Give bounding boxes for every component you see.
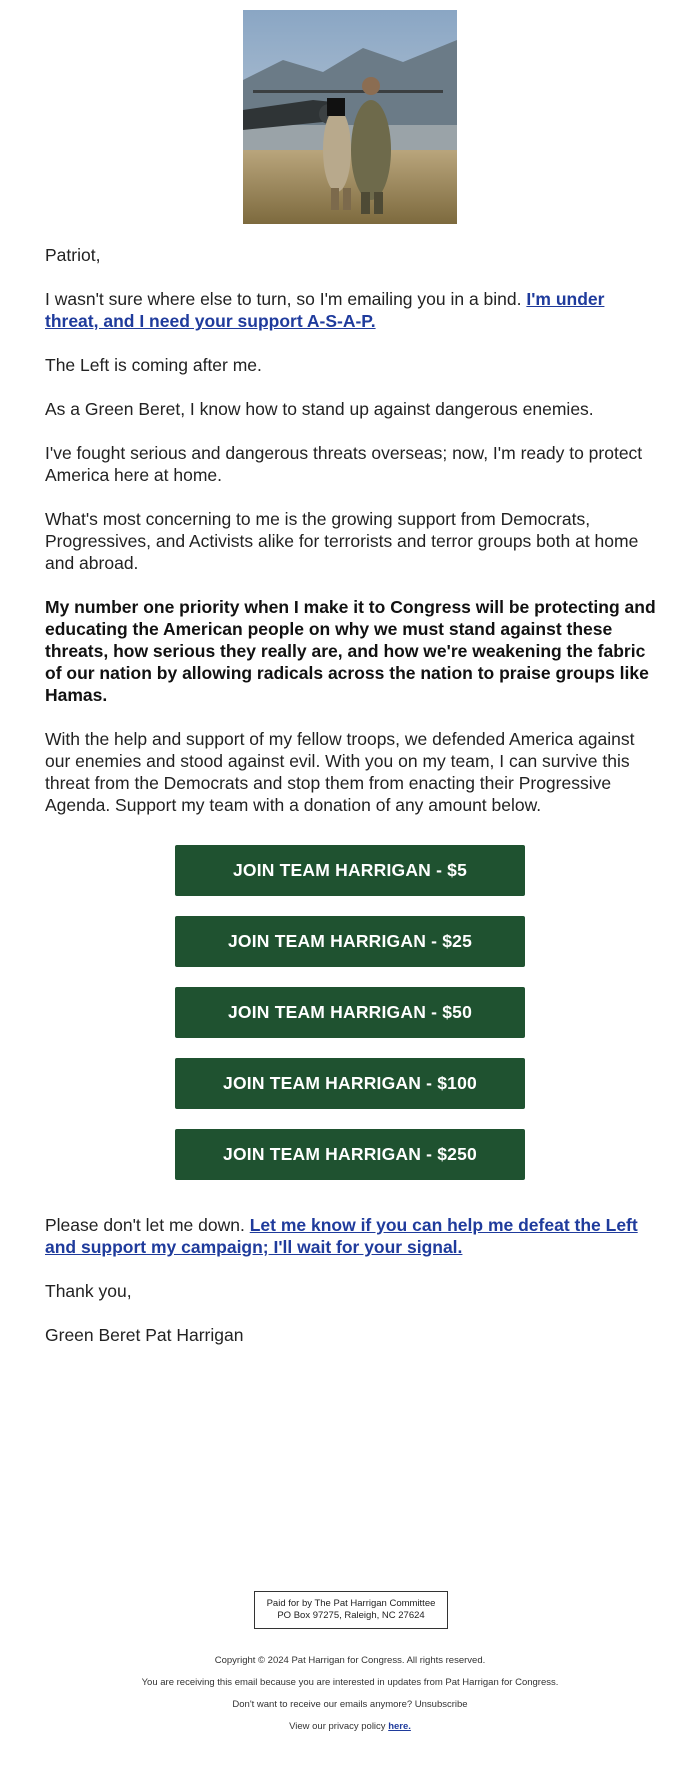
soldiers-helicopter-photo-icon [243,10,457,224]
paragraph-left: The Left is coming after me. [45,355,262,375]
email-footer [0,1650,700,1738]
donate-100-button[interactable]: JOIN TEAM HARRIGAN - $100 [175,1058,525,1109]
closing-text: Please don't let me down. [45,1215,250,1235]
privacy-line [0,1716,700,1738]
signature: Green Beret Pat Harrigan [45,1325,244,1345]
paragraph-intro [45,288,657,332]
donation-buttons [175,845,525,1200]
paragraph-green-beret: As a Green Beret, I know how to stand up against dangerous enemies. [45,399,594,419]
donate-250-button[interactable]: JOIN TEAM HARRIGAN - $250 [175,1129,525,1180]
hero-photo [243,10,457,224]
donate-50-button[interactable]: JOIN TEAM HARRIGAN - $50 [175,987,525,1038]
disclaimer-line-2: PO Box 97275, Raleigh, NC 27624 [277,1610,425,1621]
email-body [45,244,657,838]
intro-text: I wasn't sure where else to turn, so I'm emailing you in a bind. [45,289,527,309]
privacy-link[interactable]: here. [388,1721,411,1732]
copyright: Copyright © 2024 Pat Harrigan for Congress. All rights reserved. [214,1655,486,1666]
subscription-reason: You are receiving this email because you are interested in updates from Pat Harrigan for Congress. [141,1677,559,1688]
paragraph-closing [45,1214,657,1258]
greeting: Patriot, [45,245,101,265]
paragraph-troops: With the help and support of my fellow troops, we defended America against our enemies and stood against evil. With you on my team, I can survive this threat from the Democrats and stop them from enacting their Progressive Agenda. Support my team with a donation of any amount below. [45,729,635,815]
signal-link[interactable]: Let me know if you can help me defeat the Left and support my campaign; I'll wait for your signal. [45,1215,638,1257]
disclaimer-line-1: Paid for by The Pat Harrigan Committee [266,1598,436,1609]
closing-section [45,1214,657,1368]
support-link[interactable]: I'm under threat, and I need your support A-S-A-P. [45,289,605,331]
paid-for-disclaimer [254,1591,448,1629]
paragraph-priority: My number one priority when I make it to Congress will be protecting and educating the American people on why we must stand against these threats, how serious they really are, and how we're weakening the fabric of our nation by allowing radicals across the nation to praise groups like Hamas. [45,597,656,705]
donate-25-button[interactable]: JOIN TEAM HARRIGAN - $25 [175,916,525,967]
donate-5-button[interactable]: JOIN TEAM HARRIGAN - $5 [175,845,525,896]
paragraph-overseas: I've fought serious and dangerous threats overseas; now, I'm ready to protect America here at home. [45,443,643,485]
paragraph-concern: What's most concerning to me is the growing support from Democrats, Progressives, and Activists alike for terrorists and terror groups both at home and abroad. [45,509,639,573]
unsubscribe-line[interactable]: Don't want to receive our emails anymore? Unsubscribe [232,1699,468,1710]
thanks: Thank you, [45,1281,132,1301]
privacy-text: View our privacy policy [289,1721,389,1732]
